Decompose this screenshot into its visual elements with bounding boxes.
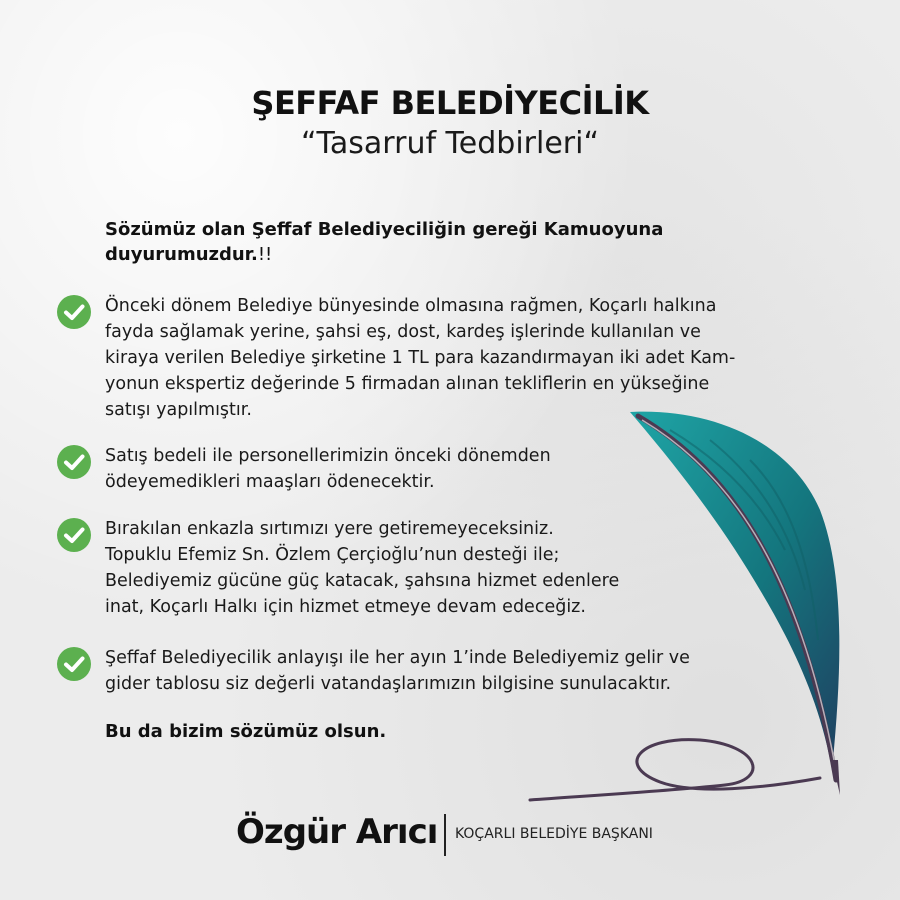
signature-role: KOÇARLI BELEDİYE BAŞKANI <box>455 826 653 842</box>
page-subtitle: “Tasarruf Tedbirleri“ <box>301 126 599 161</box>
check-circle-icon <box>57 295 91 329</box>
check-circle-icon <box>57 518 91 552</box>
check-circle-icon <box>57 445 91 479</box>
signature-divider <box>444 814 446 856</box>
intro-exclamation: !! <box>257 244 273 265</box>
signature-name: Özgür Arıcı <box>236 812 438 852</box>
list-item-text: Önceki dönem Belediye bünyesinde olmasına rağmen, Koçarlı halkına fayda sağlamak yerine, şahsi eş, dost, kardeş işlerinde kullanılan ve kiraya verilen Belediye şirketine 1 TL para kazandırmayan iki adet Kam- yonun ekspertiz değerinde 5 firmadan alınan tekliflerin en yükseğine satışı yapılmıştır. <box>105 296 736 420</box>
intro-bold-text: Sözümüz olan Şeffaf Belediyeciliğin gereği Kamuoyuna duyurumuzdur. <box>105 219 664 265</box>
closing-statement: Bu da bizim sözümüz olsun. <box>105 721 387 742</box>
check-circle-icon <box>57 647 91 681</box>
page-title: ŞEFFAF BELEDİYECİLİK <box>251 84 649 122</box>
list-item-text: Satış bedeli ile personellerimizin önceki dönemden ödeyemedikleri maaşları ödenecektir. <box>105 446 551 492</box>
list-item-text: Şeffaf Belediyecilik anlayışı ile her ayın 1’inde Belediyemiz gelir ve gider tablosu siz değerli vatandaşlarımızın bilgisine sunulacaktır. <box>105 648 690 694</box>
intro-statement <box>105 217 715 267</box>
list-item-text: Bırakılan enkazla sırtımızı yere getiremeyeceksiniz. Topuklu Efemiz Sn. Özlem Çerçioğlu’nun desteği ile; Belediyemiz gücüne güç katacak, şahsına hizmet edenlere inat, Koçarlı Halkı için hizmet etmeye devam edeceğiz. <box>105 519 620 617</box>
feather-quill-icon <box>520 400 880 820</box>
